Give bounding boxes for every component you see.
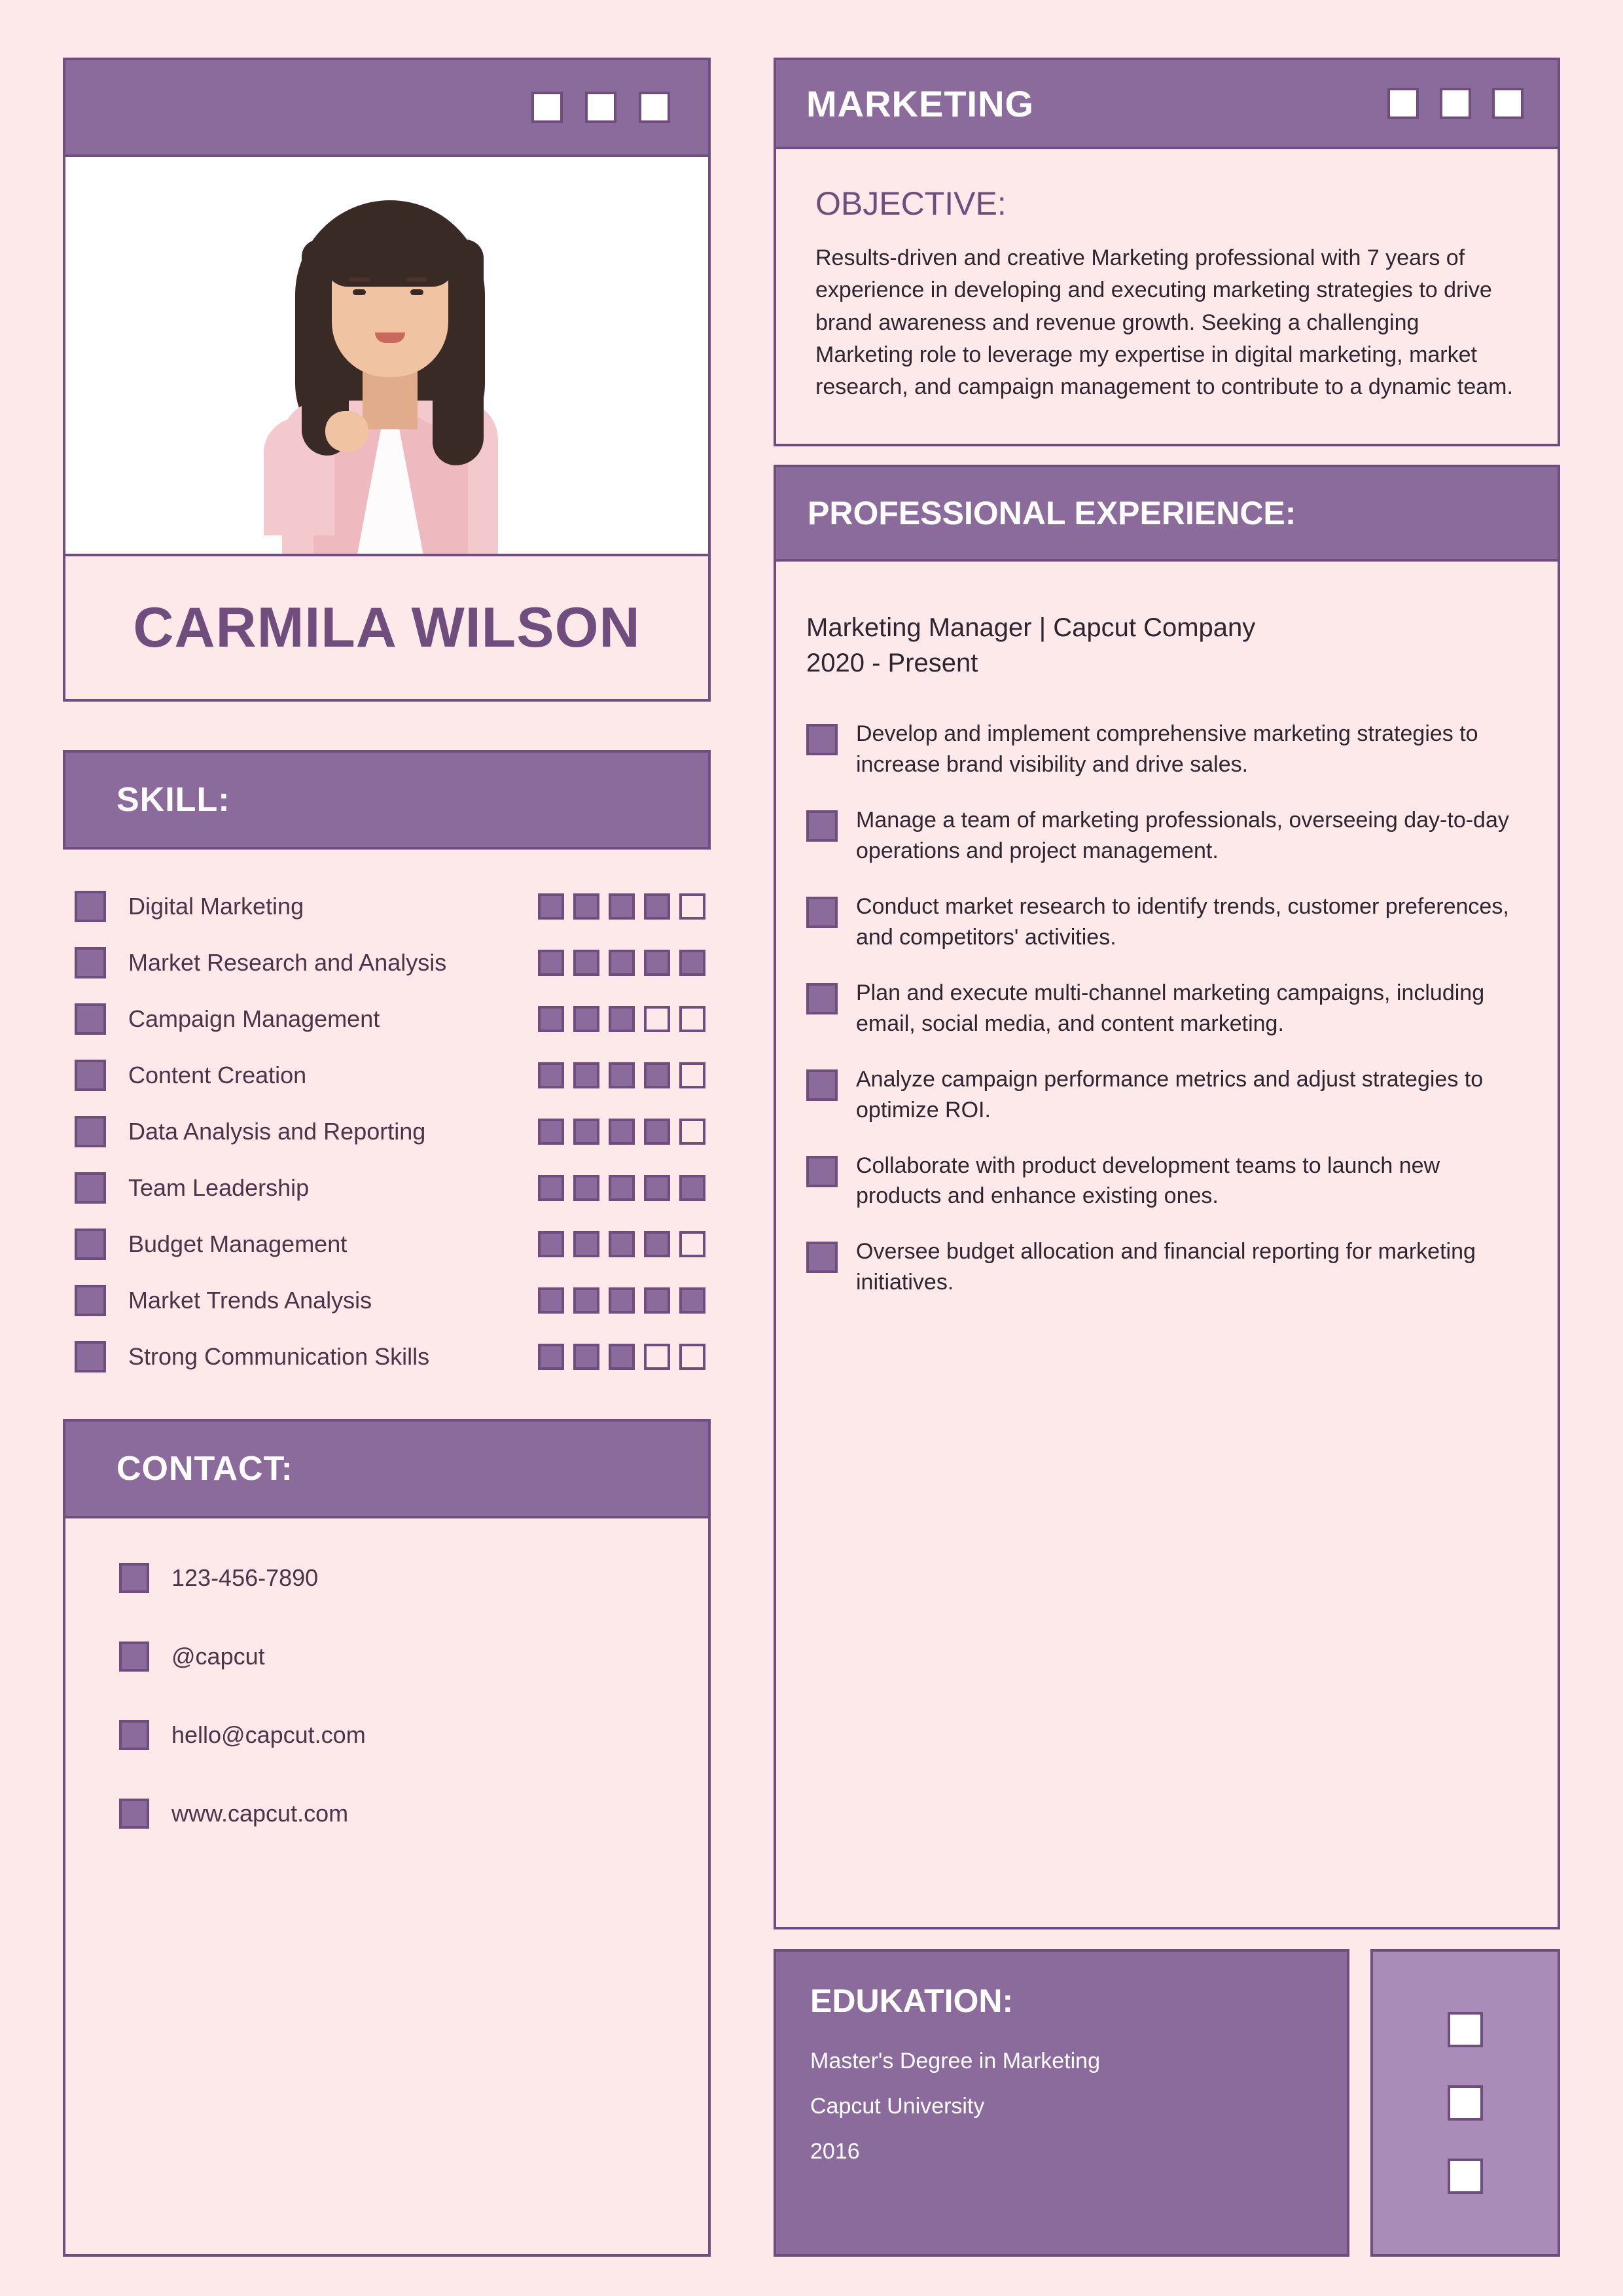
decor-square-icon	[1448, 2159, 1483, 2194]
job-title: Marketing Manager | Capcut Company	[806, 613, 1256, 643]
phone-icon	[119, 1563, 149, 1593]
decor-square-icon	[1448, 2012, 1483, 2047]
job-dates: 2020 - Present	[806, 649, 978, 678]
objective-card	[774, 58, 1560, 446]
experience-bullet: Plan and execute multi-channel marketing campaigns, including email, social media, and content marketing.	[856, 980, 1485, 1036]
skill-label: Campaign Management	[128, 1005, 380, 1032]
contact-header-label: CONTACT:	[116, 1450, 293, 1488]
header-title: MARKETING	[806, 82, 1035, 124]
bullet-square-icon	[75, 891, 106, 922]
education-line: Capcut University	[810, 2094, 985, 2119]
website-icon	[119, 1799, 149, 1829]
resume-page	[63, 58, 1560, 2257]
portrait-illustration	[204, 161, 570, 554]
objective-label: OBJECTIVE:	[815, 185, 1007, 222]
profile-photo	[65, 157, 708, 556]
skill-rating	[538, 1062, 705, 1088]
list-item	[75, 942, 705, 983]
contact-value: www.capcut.com	[171, 1800, 349, 1827]
skills-header	[63, 750, 711, 850]
list-item	[806, 891, 1521, 953]
list-item	[75, 1055, 705, 1096]
skill-rating	[538, 1119, 705, 1145]
bullet-square-icon	[806, 810, 838, 842]
bullet-square-icon	[806, 897, 838, 928]
bullet-square-icon	[75, 1116, 106, 1147]
experience-bullet: Analyze campaign performance metrics and adjust strategies to optimize ROI.	[856, 1066, 1484, 1122]
photo-card	[63, 58, 711, 702]
skill-label: Digital Marketing	[128, 893, 304, 920]
list-item	[806, 1236, 1521, 1298]
skill-label: Team Leadership	[128, 1174, 310, 1201]
decor-square-icon	[1448, 2085, 1483, 2121]
list-item	[806, 1064, 1521, 1126]
decor-square-icon	[639, 92, 670, 123]
list-item	[75, 1224, 705, 1265]
list-item	[75, 999, 705, 1039]
job-entry	[806, 610, 1521, 681]
decor-panel	[1370, 1949, 1560, 2257]
experience-header-label: PROFESSIONAL EXPERIENCE:	[808, 495, 1296, 532]
right-column	[774, 58, 1560, 2257]
contact-value: @capcut	[171, 1643, 265, 1670]
bottom-row	[774, 1949, 1560, 2257]
education-line: Master's Degree in Marketing	[810, 2049, 1100, 2073]
left-column	[63, 58, 711, 2257]
list-item[interactable]	[65, 1799, 708, 1829]
experience-body	[776, 562, 1558, 1349]
education-header: EDUKATION:	[810, 1982, 1014, 2019]
skill-label: Strong Communication Skills	[128, 1343, 430, 1370]
photo-topbar	[65, 60, 708, 157]
education-card	[774, 1949, 1349, 2257]
bullet-square-icon	[806, 983, 838, 1014]
objective-text: Results-driven and creative Marketing professional with 7 years of experience in developing and executing marketing strategies to drive brand awareness and revenue growth. Seeking a challenging Marketing role to leverage my expertise in digital marketing, market research, and campaign management to contribute to a dynamic team.	[815, 245, 1513, 400]
list-item[interactable]	[65, 1563, 708, 1593]
page-title: CARMILA WILSON	[133, 596, 641, 659]
skill-rating	[538, 950, 705, 976]
skill-label: Market Trends Analysis	[128, 1287, 372, 1314]
bullet-square-icon	[806, 724, 838, 755]
list-item[interactable]	[65, 1641, 708, 1672]
social-icon	[119, 1641, 149, 1672]
skill-rating	[538, 1344, 705, 1370]
bullet-square-icon	[75, 1229, 106, 1260]
bullet-square-icon	[806, 1242, 838, 1273]
bullet-square-icon	[75, 1003, 106, 1035]
bullet-square-icon	[75, 1060, 106, 1091]
skill-rating	[538, 893, 705, 920]
bullet-square-icon	[806, 1069, 838, 1101]
experience-bullet: Collaborate with product development teams to launch new products and enhance existing ones.	[856, 1153, 1440, 1209]
skill-rating	[538, 1006, 705, 1032]
list-item	[75, 1168, 705, 1208]
experience-bullet: Develop and implement comprehensive marketing strategies to increase brand visibility and drive sales.	[856, 721, 1478, 778]
list-item	[806, 1151, 1521, 1212]
name-area	[65, 556, 708, 699]
list-item	[806, 719, 1521, 780]
decor-square-icon	[531, 92, 563, 123]
list-item	[75, 1280, 705, 1321]
bullet-square-icon	[75, 1341, 106, 1372]
skills-list	[63, 886, 711, 1377]
list-item	[806, 978, 1521, 1039]
contact-card	[63, 1518, 711, 2257]
skills-header-label: SKILL:	[116, 781, 230, 819]
skill-label: Content Creation	[128, 1062, 307, 1088]
list-item	[75, 1336, 705, 1377]
contact-value: hello@capcut.com	[171, 1721, 366, 1748]
bullet-square-icon	[75, 947, 106, 978]
decor-square-icon	[585, 92, 616, 123]
bullet-square-icon	[75, 1285, 106, 1316]
decor-square-icon	[1440, 88, 1471, 119]
skill-rating	[538, 1287, 705, 1314]
list-item	[806, 805, 1521, 867]
experience-header	[776, 467, 1558, 562]
marketing-header	[776, 60, 1558, 149]
email-icon	[119, 1720, 149, 1750]
bullet-square-icon	[806, 1156, 838, 1187]
skill-rating	[538, 1175, 705, 1201]
skill-label: Data Analysis and Reporting	[128, 1118, 426, 1145]
experience-bullet: Manage a team of marketing professionals, overseeing day-to-day operations and project management.	[856, 808, 1509, 864]
contact-header	[63, 1419, 711, 1518]
experience-card	[774, 465, 1560, 1929]
bullet-square-icon	[75, 1172, 106, 1204]
education-line: 2016	[810, 2139, 860, 2164]
decor-square-icon	[1492, 88, 1524, 119]
skill-rating	[538, 1231, 705, 1257]
skill-label: Market Research and Analysis	[128, 949, 447, 976]
contact-value: 123-456-7890	[171, 1564, 319, 1591]
objective-body	[776, 149, 1558, 444]
experience-bullet: Conduct market research to identify trends, customer preferences, and competitors' activities.	[856, 894, 1509, 950]
decor-square-icon	[1387, 88, 1419, 119]
decor-squares	[1387, 88, 1524, 119]
experience-bullet: Oversee budget allocation and financial reporting for marketing initiatives.	[856, 1239, 1476, 1295]
list-item	[75, 886, 705, 927]
list-item	[75, 1111, 705, 1152]
list-item[interactable]	[65, 1720, 708, 1750]
skill-label: Budget Management	[128, 1230, 348, 1257]
